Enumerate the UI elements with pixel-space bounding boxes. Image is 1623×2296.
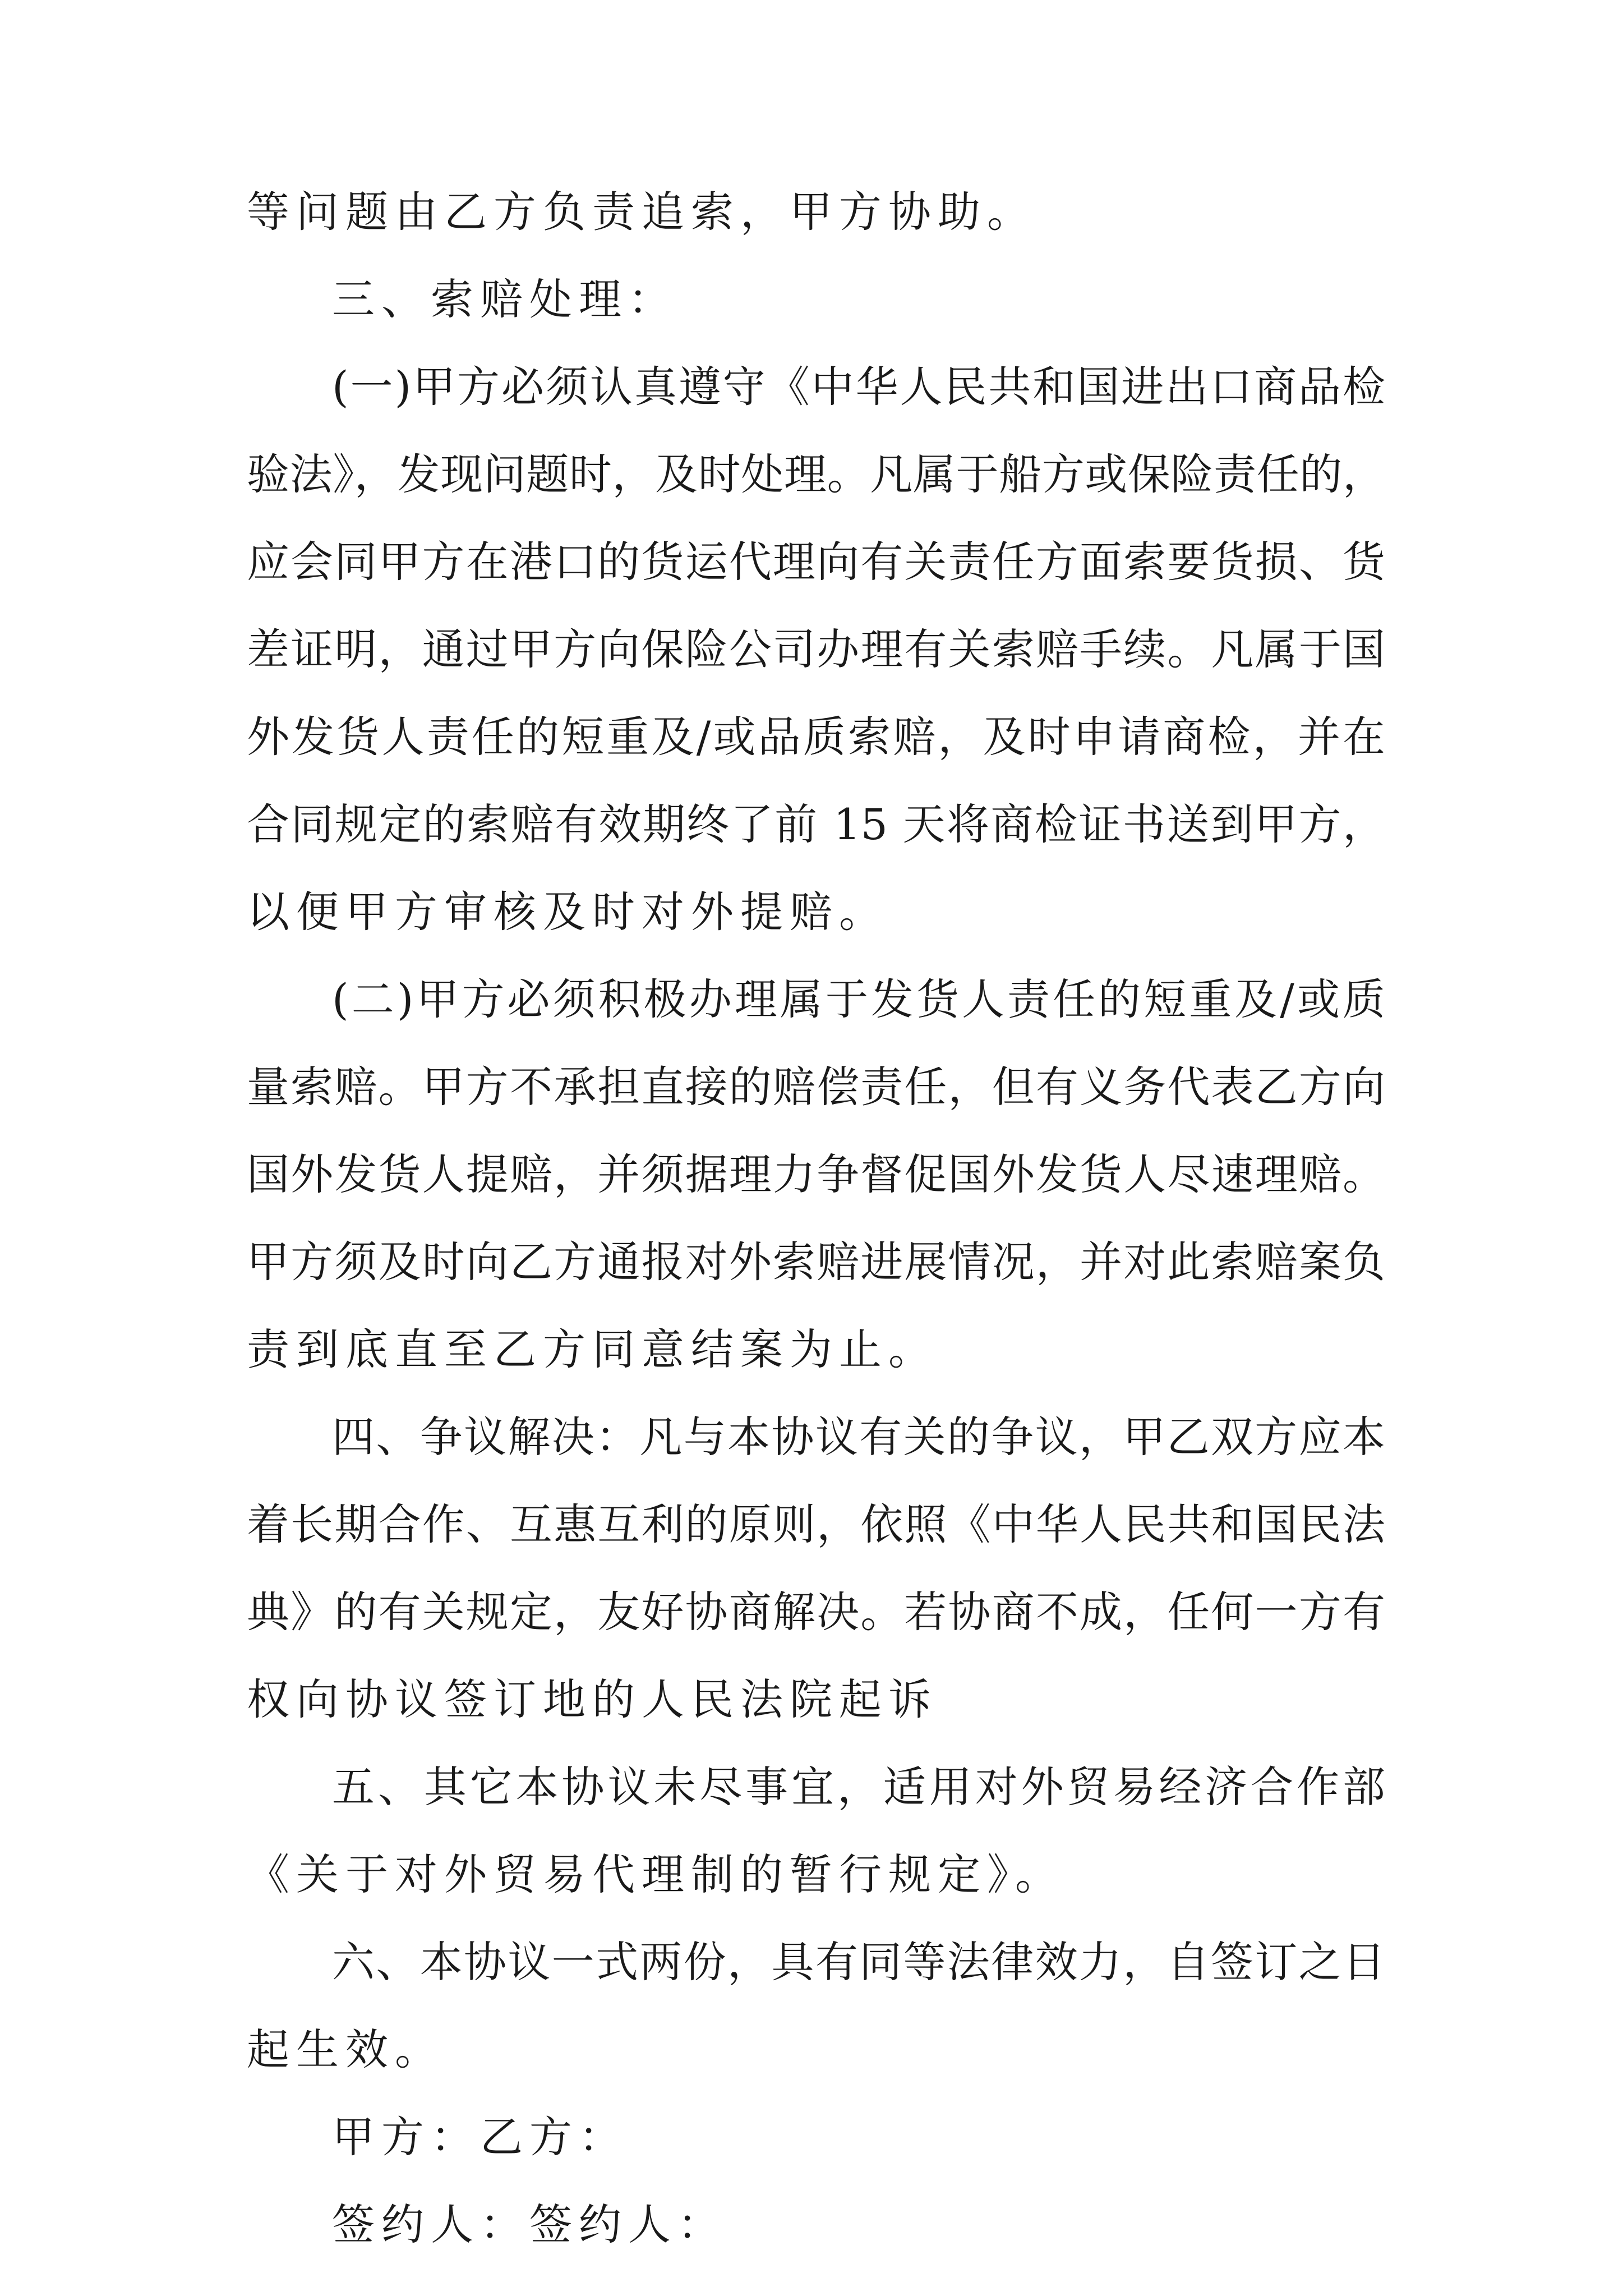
paragraph-line: 量索赔。甲方不承担直接的赔偿责任，但有义务代表乙方向 <box>247 1062 1385 1112</box>
paragraph-line: 典》的有关规定，友好协商解决。若协商不成，任何一方有 <box>247 1587 1385 1637</box>
paragraph-line: (二)甲方必须积极办理属于发货人责任的短重及/或质 <box>332 974 1385 1024</box>
paragraph-line: 《关于对外贸易代理制的暂行规定》。 <box>247 1849 1064 1899</box>
paragraph-line: 甲方须及时向乙方通报对外索赔进展情况，并对此索赔案负 <box>247 1237 1385 1287</box>
section-heading-claims: 三、索赔处理： <box>332 274 677 324</box>
section-heading-other: 五、其它本协议未尽事宜，适用对外贸易经济合作部 <box>332 1762 1385 1812</box>
document-body <box>247 187 1385 2291</box>
paragraph-line: 权向协议签订地的人民法院起诉 <box>247 1674 938 1724</box>
paragraph-line: 外发货人责任的短重及/或品质索赔，及时申请商检，并在 <box>247 712 1385 762</box>
paragraph-line: 等问题由乙方负责追索，甲方协助。 <box>247 187 1036 237</box>
paragraph-line: 应会同甲方在港口的货运代理向有关责任方面索要货损、货 <box>247 537 1385 587</box>
paragraph-line: 验法》，发现问题时，及时处理。凡属于船方或保险责任的， <box>247 449 1385 499</box>
paragraph-line: (一)甲方必须认真遵守《中华人民共和国进出口商品检 <box>332 362 1385 412</box>
paragraph-line: 以便甲方审核及时对外提赔。 <box>247 887 888 937</box>
parties-line: 甲方：乙方： <box>332 2112 628 2162</box>
paragraph-line: 合同规定的索赔有效期终了前 15 天将商检证书送到甲方， <box>247 799 1385 849</box>
section-heading-dispute: 四、争议解决：凡与本协议有关的争议，甲乙双方应本 <box>332 1412 1385 1462</box>
paragraph-line: 差证明，通过甲方向保险公司办理有关索赔手续。凡属于国 <box>247 624 1385 674</box>
paragraph-line: 着长期合作、互惠互利的原则，依照《中华人民共和国民法 <box>247 1499 1385 1549</box>
paragraph-line: 国外发货人提赔，并须据理力争督促国外发货人尽速理赔。 <box>247 1149 1385 1199</box>
paragraph-line: 起生效。 <box>247 2024 444 2074</box>
section-heading-copies: 六、本协议一式两份，具有同等法律效力，自签订之日 <box>332 1937 1385 1987</box>
signatories-line: 签约人：签约人： <box>332 2200 727 2249</box>
paragraph-line: 责到底直至乙方同意结案为止。 <box>247 1324 938 1374</box>
